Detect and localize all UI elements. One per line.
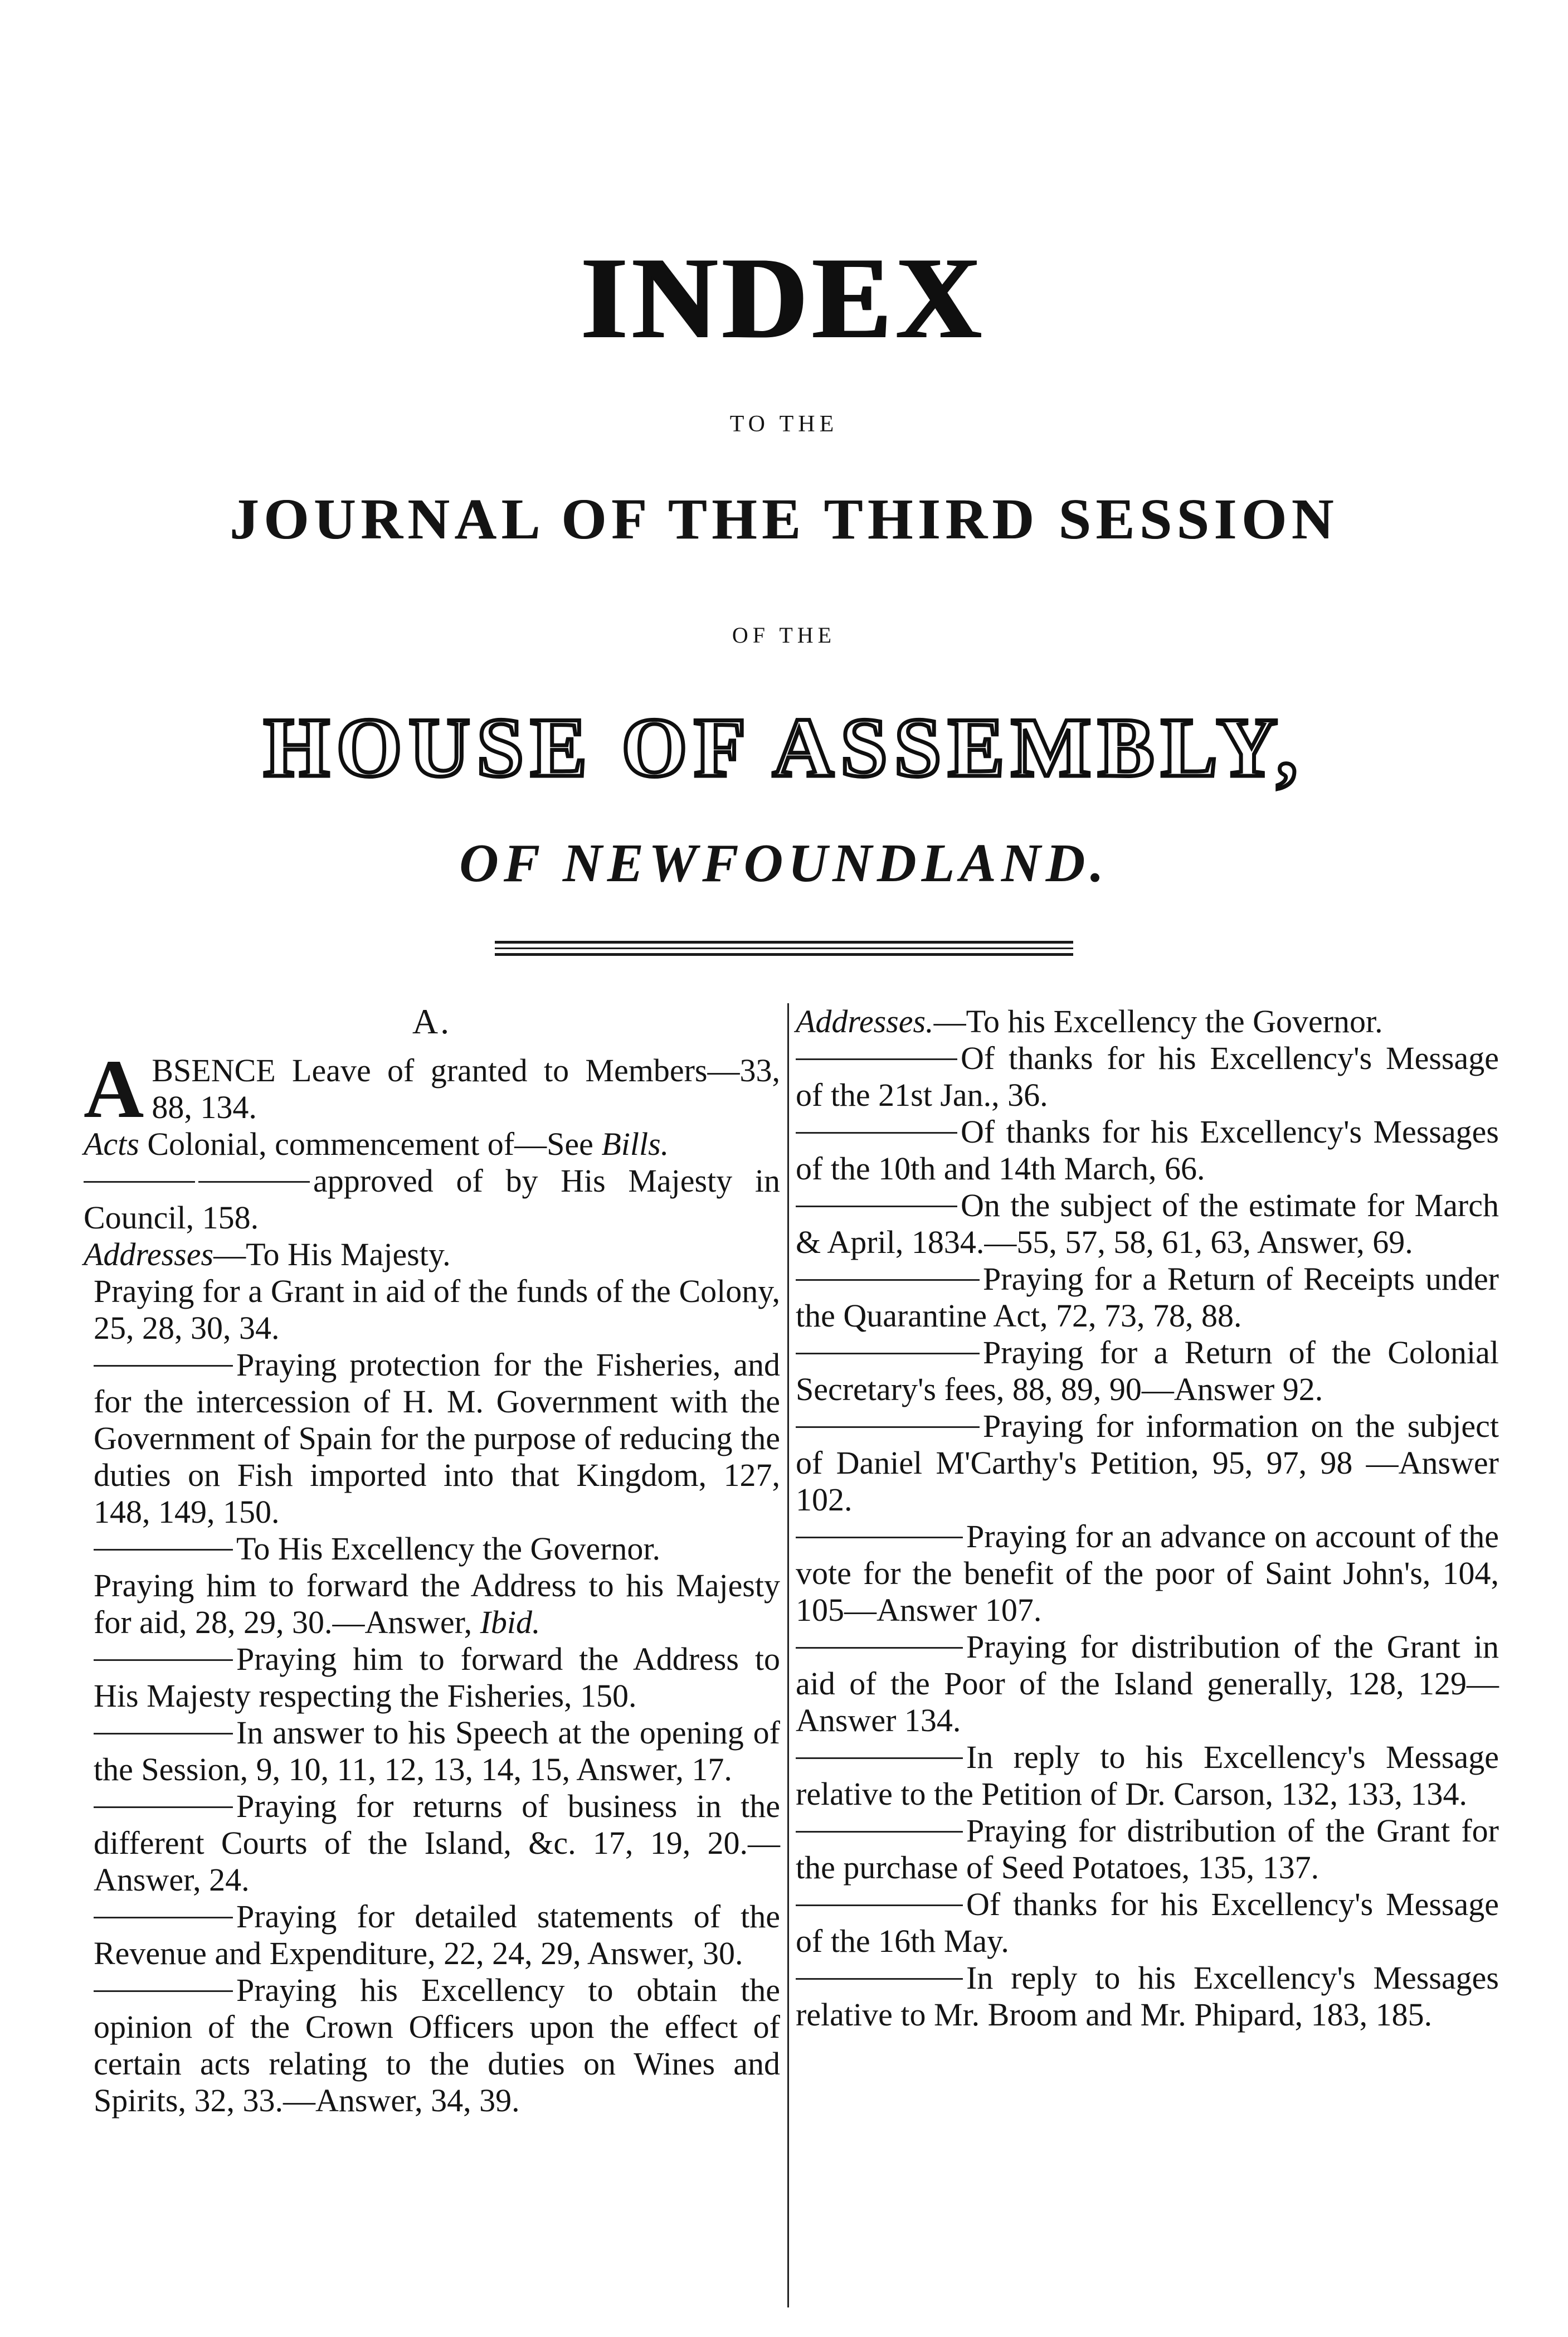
cross-reference: Bills. xyxy=(601,1126,669,1162)
title-rule-middle xyxy=(495,948,1073,949)
title-rule-bottom xyxy=(495,953,1073,956)
entry-text: Praying for information on the subject of Daniel M'Carthy's Petition, 95, 97, 98 —Answer 102. xyxy=(796,1408,1499,1518)
index-entry-addresses xyxy=(84,1236,780,1273)
entry-text: Praying him to forward the Address to his Majesty for aid, 28, 29, 30.—Answer, xyxy=(94,1567,780,1640)
newfoundland-title: OF NEWFOUNDLAND. xyxy=(459,833,1109,893)
ditto-dash xyxy=(198,1181,310,1183)
left-column xyxy=(84,1003,780,2119)
entry-text: Praying him to forward the Address to His Majesty respecting the Fisheries, 150. xyxy=(94,1641,780,1714)
entry-text: In answer to his Speech at the opening of the Session, 9, 10, 11, 12, 13, 14, 15, Answer, 17. xyxy=(94,1714,780,1787)
title-rule-top xyxy=(495,941,1073,944)
index-entry xyxy=(796,1960,1499,2033)
entry-text: Of thanks for his Excellency's Message of the 16th May. xyxy=(796,1886,1499,1959)
index-entry: Praying for a Grant in aid of the funds of the Colony, 25, 28, 30, 34. xyxy=(94,1273,780,1346)
entry-text: On the subject of the estimate for March & April, 1834.—55, 57, 58, 61, 63, Answer, 69. xyxy=(796,1187,1499,1260)
entry-heading: Acts xyxy=(84,1126,139,1162)
index-entry xyxy=(94,1788,780,1898)
index-entry xyxy=(796,1813,1499,1886)
entry-text: —To his Excellency the Governor. xyxy=(933,1003,1383,1039)
ditto-dash xyxy=(796,1426,980,1428)
entry-text: Praying for distribution of the Grant in aid of the Poor of the Island generally, 128, 129—Answer 134. xyxy=(796,1629,1499,1738)
entry-text: Praying his Excellency to obtain the opinion of the Crown Officers upon the effect of certain acts relating to the duties on Wines and Spirits, 32, 33.—Answer, 34, 39. xyxy=(94,1972,780,2119)
index-entry xyxy=(796,1739,1499,1813)
ditto-dash xyxy=(796,1647,963,1649)
right-column xyxy=(796,1003,1499,2033)
index-entry xyxy=(796,1518,1499,1629)
journal-title: JOURNAL OF THE THIRD SESSION xyxy=(230,487,1338,551)
column-divider xyxy=(787,1003,789,2307)
entry-text: In reply to his Excellency's Message relative to the Petition of Dr. Carson, 132, 133, 134. xyxy=(796,1739,1499,1812)
index-entry xyxy=(796,1408,1499,1518)
ditto-dash xyxy=(796,1279,980,1281)
entry-heading: Addresses. xyxy=(796,1003,934,1039)
ditto-dash xyxy=(94,1990,233,1992)
entry-text: Of thanks for his Excellency's Message of the 21st Jan., 36. xyxy=(796,1040,1499,1113)
index-entry-acts-approved xyxy=(84,1163,780,1236)
index-entry xyxy=(94,1714,780,1788)
entry-text: —To His Majesty. xyxy=(213,1236,451,1272)
ditto-dash xyxy=(94,1917,233,1918)
index-entry xyxy=(94,1641,780,1714)
ditto-dash xyxy=(94,1365,233,1367)
drop-cap: A xyxy=(84,1043,144,1135)
index-title: INDEX xyxy=(581,234,987,363)
index-entry xyxy=(796,1114,1499,1187)
index-entry xyxy=(796,1040,1499,1114)
ditto-dash xyxy=(796,1757,963,1759)
entry-ibid: Ibid. xyxy=(480,1604,540,1640)
index-entry xyxy=(796,1187,1499,1261)
entry-text: Praying for an advance on account of the vote for the benefit of the poor of Saint John's, 104, 105—Answer 107. xyxy=(796,1518,1499,1628)
index-entry xyxy=(796,1886,1499,1960)
entry-text: Praying protection for the Fisheries, and for the intercession of H. M. Government with the Government of Spain for the purpose of reducing the duties on Fish imported into that Kingdom, 127, 148, 149, 150. xyxy=(94,1347,780,1530)
entry-text: To His Excellency the Governor. xyxy=(236,1531,660,1567)
index-entry xyxy=(94,1531,780,1567)
entry-text: Praying for returns of business in the different Courts of the Island, &c. 17, 19, 20.—Answer, 24. xyxy=(94,1788,780,1898)
index-entry xyxy=(796,1334,1499,1408)
index-entry xyxy=(94,1567,780,1641)
ditto-dash xyxy=(94,1659,233,1661)
ditto-dash xyxy=(796,1537,963,1538)
to-the-line: TO THE xyxy=(729,411,839,437)
entry-text: Praying for a Return of the Colonial Secretary's fees, 88, 89, 90—Answer 92. xyxy=(796,1334,1499,1407)
ditto-dash xyxy=(796,1831,963,1833)
entry-text: Colonial, commencement of—See xyxy=(147,1126,593,1162)
index-entry-addresses-governor xyxy=(796,1003,1499,1040)
entry-text: Praying for detailed statements of the Revenue and Expenditure, 22, 24, 29, Answer, 30. xyxy=(94,1898,780,1971)
ditto-dash xyxy=(796,1353,980,1354)
entry-text: Of thanks for his Excellency's Messages of the 10th and 14th March, 66. xyxy=(796,1114,1499,1187)
ditto-dash xyxy=(84,1181,195,1183)
ditto-dash xyxy=(94,1806,233,1808)
ditto-dash xyxy=(796,1132,957,1134)
index-entry xyxy=(94,1972,780,2119)
ditto-dash xyxy=(94,1733,233,1734)
index-entry xyxy=(94,1347,780,1531)
house-of-assembly-title: HOUSE OF ASSEMBLY, xyxy=(264,701,1304,794)
index-entry xyxy=(796,1629,1499,1739)
entry-text: approved of by His Majesty in Council, 158. xyxy=(84,1163,780,1236)
ditto-dash xyxy=(796,1206,957,1207)
ditto-dash xyxy=(796,1058,957,1060)
entry-heading: Addresses xyxy=(84,1236,214,1272)
of-the-line: OF THE xyxy=(732,623,836,648)
entry-text: Praying for a Return of Receipts under the Quarantine Act, 72, 73, 78, 88. xyxy=(796,1261,1499,1334)
entry-text: Praying for distribution of the Grant for the purchase of Seed Potatoes, 135, 137. xyxy=(796,1813,1499,1886)
ditto-dash xyxy=(796,1978,963,1980)
ditto-dash xyxy=(796,1904,963,1906)
entry-text: BSENCE Leave of granted to Members—33, 88, 134. xyxy=(152,1052,780,1125)
index-entry xyxy=(796,1261,1499,1334)
index-entry-absence xyxy=(84,1043,780,1135)
ditto-dash xyxy=(94,1549,233,1551)
index-entry-acts xyxy=(84,1126,780,1163)
entry-text: In reply to his Excellency's Messages relative to Mr. Broom and Mr. Phipard, 183, 185. xyxy=(796,1960,1499,2033)
index-entry xyxy=(94,1898,780,1972)
section-letter: A. xyxy=(412,1002,452,1041)
